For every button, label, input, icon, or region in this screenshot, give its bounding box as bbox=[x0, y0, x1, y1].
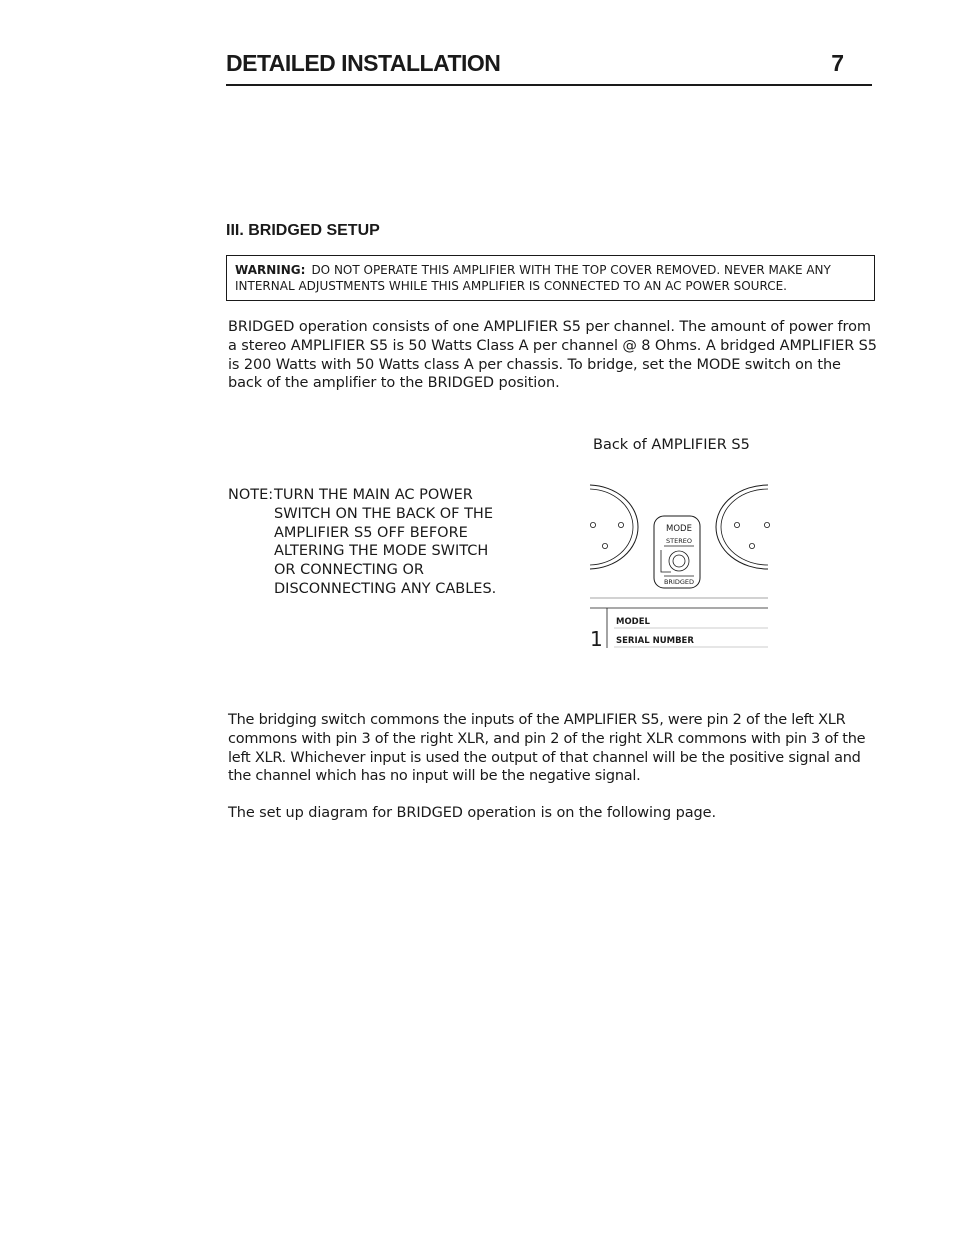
warning-label: WARNING: bbox=[235, 263, 306, 277]
plate-digit: 1 bbox=[590, 627, 603, 651]
section-heading: III. BRIDGED SETUP bbox=[226, 222, 380, 239]
stereo-label: STEREO bbox=[666, 537, 692, 545]
bridged-label: BRIDGED bbox=[663, 578, 695, 586]
note-line-text: TURN THE MAIN AC POWER bbox=[274, 487, 473, 503]
diagram-caption: Back of AMPLIFIER S5 bbox=[593, 437, 750, 453]
warning-text: DO NOT OPERATE THIS AMPLIFIER WITH THE TOP COVER REMOVED. NEVER MAKE ANY INTERNAL ADJUSTMENTS WHILE THIS AMPLIFIER IS CONNECTED TO AN AC POWER SOURCE. bbox=[235, 263, 831, 293]
left-xlr-connector bbox=[590, 485, 638, 569]
warning-box bbox=[226, 255, 875, 301]
mode-switch bbox=[654, 516, 700, 588]
serial-plate bbox=[590, 598, 768, 651]
amplifier-back-diagram bbox=[588, 480, 770, 652]
following-page-paragraph: The set up diagram for BRIDGED operation is on the following page. bbox=[228, 805, 716, 821]
mode-label: MODE bbox=[666, 524, 692, 534]
page-header bbox=[226, 48, 872, 86]
note-line-3: AMPLIFIER S5 OFF BEFORE bbox=[274, 524, 468, 541]
bridging-paragraph: The bridging switch commons the inputs of the AMPLIFIER S5, were pin 2 of the left XLR commons with pin 3 of the right XLR, and pin 2 of the right XLR commons with pin 3 of the left XLR. Whichever input is used the output of that channel will be the positive signal and the channel which has no input will be the negative signal. bbox=[228, 712, 866, 785]
note-label: NOTE: bbox=[228, 487, 274, 503]
note-line-6: DISCONNECTING ANY CABLES. bbox=[274, 580, 497, 597]
note-block bbox=[228, 486, 496, 599]
note-line-4: ALTERING THE MODE SWITCH bbox=[274, 543, 489, 560]
model-label: MODEL bbox=[616, 617, 650, 627]
note-line-1 bbox=[228, 486, 496, 505]
page-title: DETAILED INSTALLATION bbox=[226, 50, 501, 76]
page-number: 7 bbox=[831, 50, 844, 76]
right-xlr-connector bbox=[716, 485, 770, 569]
note-line-5: OR CONNECTING OR bbox=[274, 562, 424, 579]
note-line-2: SWITCH ON THE BACK OF THE bbox=[274, 505, 494, 522]
serial-number-label: SERIAL NUMBER bbox=[616, 636, 694, 646]
intro-paragraph: BRIDGED operation consists of one AMPLIFIER S5 per channel. The amount of power from a stereo AMPLIFIER S5 is 50 Watts Class A per channel @ 8 Ohms. A bridged AMPLIFIER S5 is 200 Watts with 50 Watts class A per chassis. To bridge, set the MODE switch on the back of the amplifier to the BRIDGED position. bbox=[228, 319, 877, 392]
